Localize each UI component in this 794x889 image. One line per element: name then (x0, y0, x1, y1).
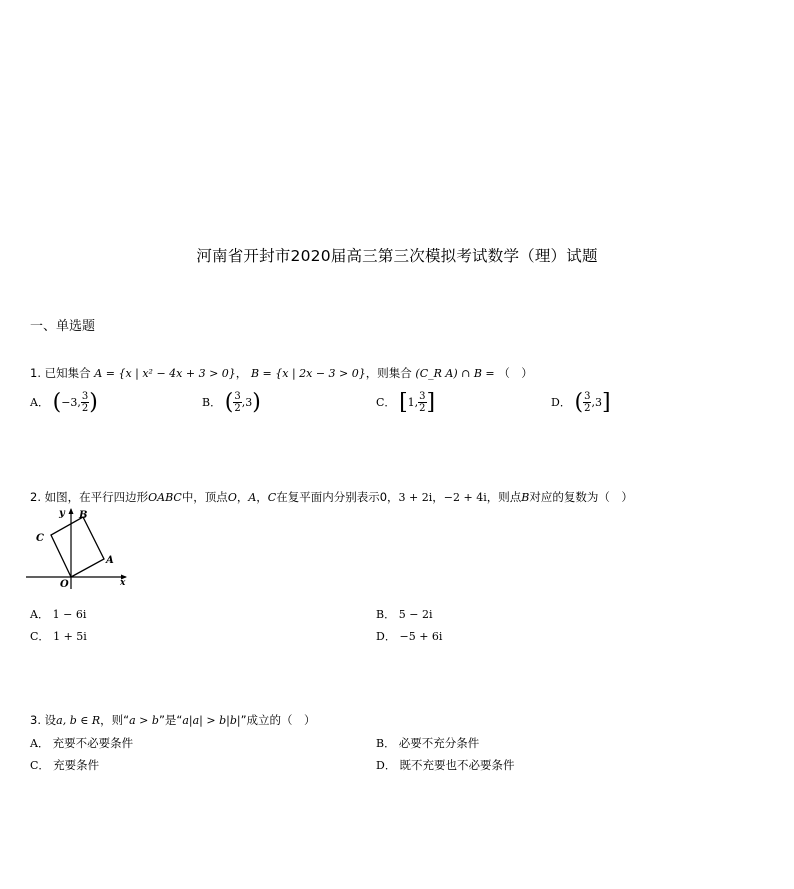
section-heading: 一、单选题 (30, 319, 96, 334)
option-value: 充要条件 (53, 758, 100, 772)
option-label: B． (376, 737, 396, 750)
stem-text: ，则“ (100, 713, 130, 727)
option-value: (−3, $\frac{3}{2}$ ) (52, 390, 98, 415)
option-label: D． (376, 630, 396, 643)
answer-blank: （ ） (498, 366, 533, 380)
option-value: 1 − 6i (52, 608, 87, 621)
parallelogram-name: OABC (148, 491, 182, 504)
question-number: 3. (30, 713, 41, 727)
option-value: ( $\frac{3}{2}$ ,3) (224, 390, 261, 415)
option-c (376, 390, 435, 415)
option-label: A． (30, 396, 49, 409)
stem-text: 如图，在平行四边形 (44, 490, 149, 504)
option-a (30, 606, 86, 622)
stem-text: 已知集合 (44, 366, 91, 380)
option-c (30, 757, 99, 773)
question-1-stem (30, 365, 533, 381)
option-d (376, 628, 442, 644)
option-value: 5 − 2i (398, 608, 433, 621)
figure-label-o: O (60, 579, 69, 590)
option-b (376, 606, 432, 622)
option-label: B． (202, 396, 222, 409)
option-c (30, 628, 87, 644)
stem-text: ”成立的（ ） (240, 713, 316, 727)
condition-2: a|a| > b|b| (182, 714, 241, 727)
option-label: C． (30, 630, 50, 643)
page-title: 河南省开封市2020届高三第三次模拟考试数学（理）试题 (196, 247, 598, 265)
stem-text: 对应的复数为（ ） (529, 490, 633, 504)
option-label: C． (30, 759, 50, 772)
point-a: A (248, 491, 257, 504)
separator: ， (432, 490, 444, 504)
option-label: D． (376, 759, 396, 772)
option-value: 充要不必要条件 (52, 736, 134, 750)
stem-text: ”是“ (158, 713, 183, 727)
option-d (551, 390, 611, 415)
option-value: 必要不充分条件 (398, 736, 480, 750)
parallelogram-oabc (51, 517, 104, 577)
parallelogram-figure (26, 505, 136, 590)
option-label: B． (376, 608, 396, 621)
figure-label-b: B (79, 510, 88, 521)
option-a (30, 735, 133, 751)
question-3-stem (30, 712, 316, 728)
stem-text: 在复平面内分别表示0， (276, 490, 399, 504)
stem-text: ，则点 (486, 490, 522, 504)
option-value: 既不充要也不必要条件 (399, 758, 515, 772)
question-2-stem (30, 489, 633, 505)
point-c: C (267, 491, 277, 504)
stem-text: 设 (44, 713, 57, 727)
option-b (202, 390, 261, 415)
condition-1: a > b (129, 714, 159, 727)
option-value: [1, $\frac{3}{2}$ ] (399, 390, 436, 415)
separator: ， (235, 366, 248, 380)
option-value: ( $\frac{3}{2}$ ,3] (574, 390, 611, 415)
option-value: −5 + 6i (399, 630, 443, 643)
option-label: C． (376, 396, 396, 409)
option-a (30, 390, 98, 415)
option-label: A． (30, 737, 49, 750)
separator: ， (256, 490, 268, 504)
point-o: O (227, 491, 237, 504)
figure-label-x: x (120, 578, 126, 588)
set-operation-expression: (C_R A) ∩ B = (415, 367, 495, 380)
figure-label-c: C (36, 533, 44, 544)
option-label: A． (30, 608, 49, 621)
figure-label-a: A (106, 555, 114, 566)
option-b (376, 735, 479, 751)
point-b: B (521, 491, 530, 504)
complex-value-a: 3 + 2i (398, 491, 433, 504)
stem-text: ，则集合 (365, 366, 412, 380)
separator: ， (236, 490, 249, 504)
y-axis-arrow (69, 508, 74, 514)
set-b-expression: B = {x | 2x − 3 > 0} (250, 367, 366, 380)
option-d (376, 757, 514, 773)
question-number: 2. (30, 490, 41, 504)
option-label: D． (551, 396, 571, 409)
set-a-expression: A = {x | x² − 4x + 3 > 0} (94, 367, 236, 380)
stem-text: 中，顶点 (181, 490, 228, 504)
option-value: 1 + 5i (53, 630, 87, 643)
variable-declaration: a, b ∈ R (56, 714, 101, 727)
figure-label-y: y (59, 508, 65, 519)
question-number: 1. (30, 366, 41, 380)
complex-value-c: −2 + 4i (443, 491, 487, 504)
